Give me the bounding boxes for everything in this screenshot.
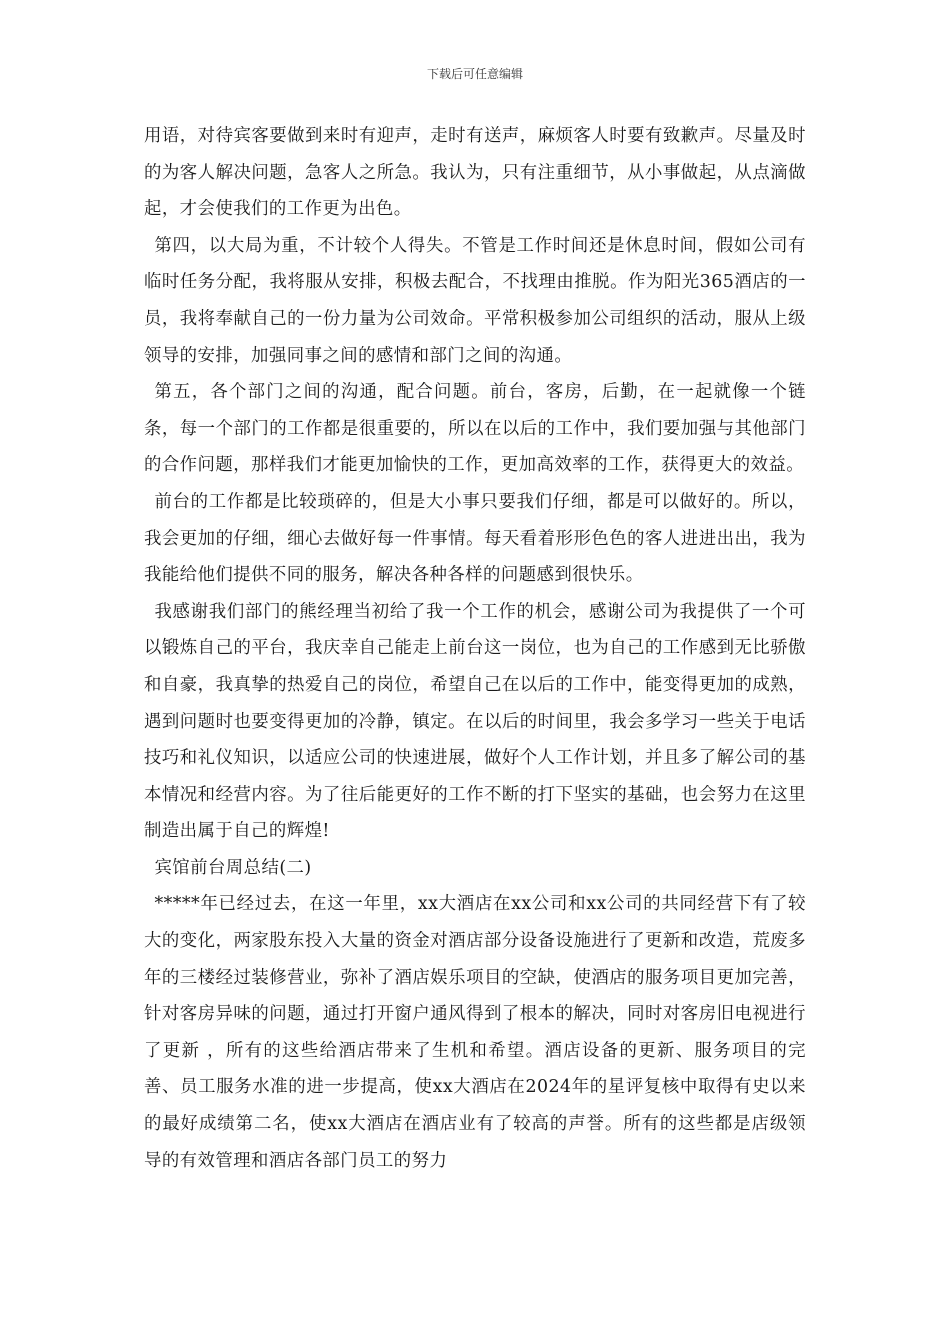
paragraph-front-desk-work: 前台的工作都是比较琐碎的，但是大小事只要我们仔细，都是可以做好的。所以，我会更加的仔细，细心去做好每一件事情。每天看着形形色色的客人进进出出，我为我能给他们提供不同的服务，解决各种各样的问题感到很快乐。	[144, 491, 806, 586]
section-heading: 宾馆前台周总结(二)	[154, 857, 312, 878]
paragraph-fourth-point: 第四，以大局为重，不计较个人得失。不管是工作时间还是休息时间，假如公司有临时任务分配，我将服从安排，积极去配合，不找理由推脱。作为阳光365酒店的一员，我将奉献自己的一份力量为公司效命。平常积极参加公司组织的活动，服从上级领导的安排，加强同事之间的感情和部门之间的沟通。	[144, 235, 806, 366]
paragraph-year-review: *****年已经过去，在这一年里，xx大酒店在xx公司和xx公司的共同经营下有了较大的变化，两家股东投入大量的资金对酒店部分设备设施进行了更新和改造，荒废多年的三楼经过装修营业，弥补了酒店娱乐项目的空缺，使酒店的服务项目更加完善，针对客房异味的问题，通过打开窗户通风得到了根本的解决，同时对客房旧电视进行了更新 ，所有的这些给酒店带来了生机和希望。酒店设备的更新、服务项目的完善、员工服务水准的进一步提高，使xx大酒店在2024年的星评复核中取得有史以来的最好成绩第二名，使xx大酒店在酒店业有了较高的声誉。所有的这些都是店级领导的有效管理和酒店各部门员工的努力	[144, 894, 806, 1171]
paragraph-fifth-point: 第五，各个部门之间的沟通，配合问题。前台，客房，后勤，在一起就像一个链条，每一个部门的工作都是很重要的，所以在以后的工作中，我们要加强与其他部门的合作问题，那样我们才能更加愉快的工作，更加高效率的工作，获得更大的效益。	[144, 382, 806, 476]
page-header: 下载后可任意编辑	[426, 67, 523, 81]
document-body	[144, 118, 806, 1179]
paragraph-etiquette: 用语，对待宾客要做到来时有迎声，走时有送声，麻烦客人时要有致歉声。尽量及时的为客人解决问题，急客人之所急。我认为，只有注重细节，从小事做起，从点滴做起，才会使我们的工作更为出色。	[144, 126, 806, 220]
paragraph-gratitude: 我感谢我们部门的熊经理当初给了我一个工作的机会，感谢公司为我提供了一个可以锻炼自己的平台，我庆幸自己能走上前台这一岗位，也为自己的工作感到无比骄傲和自豪，我真挚的热爱自己的岗位，希望自己在以后的工作中，能变得更加的成熟，遇到问题时也要变得更加的冷静，镇定。在以后的时间里，我会多学习一些关于电话技巧和礼仪知识，以适应公司的快速进展，做好个人工作计划，并且多了解公司的基本情况和经营内容。为了往后能更好的工作不断的打下坚实的基础，也会努力在这里制造出属于自己的辉煌!	[144, 601, 806, 842]
